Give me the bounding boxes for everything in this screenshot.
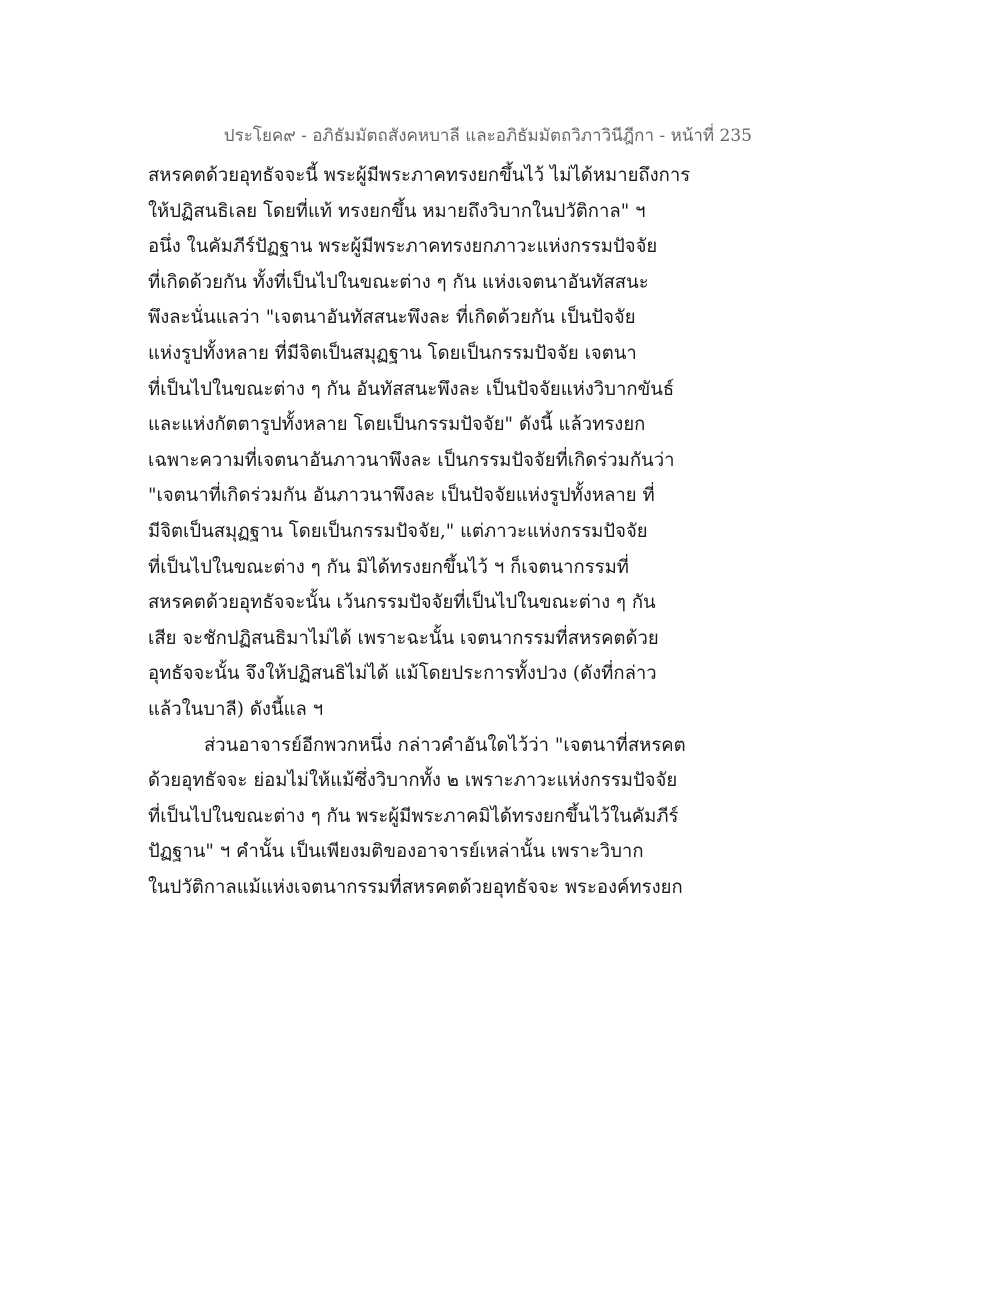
text-line: แห่งรูปทั้งหลาย ที่มีจิตเป็นสมุฏฐาน โดยเป็นกรรมปัจจัย เจตนา bbox=[148, 342, 637, 364]
text-line: อุทธัจจะนั้น จึงให้ปฏิสนธิไม่ได้ แม้โดยประการทั้งปวง (ดังที่กล่าว bbox=[148, 663, 657, 685]
text-line: ในปวัติกาลแม้แห่งเจตนากรรมที่สหรคตด้วยอุทธัจจะ พระองค์ทรงยก bbox=[148, 876, 683, 898]
text-line: สหรคตด้วยอุทธัจจะนั้น เว้นกรรมปัจจัยที่เป็นไปในขณะต่าง ๆ กัน bbox=[148, 592, 656, 614]
text-line: ปัฏฐาน" ฯ คำนั้น เป็นเพียงมติของอาจารย์เหล่านั้น เพราะวิบาก bbox=[148, 841, 644, 863]
text-line: สหรคตด้วยอุทธัจจะนี้ พระผู้มีพระภาคทรงยกขึ้นไว้ ไม่ได้หมายถึงการ bbox=[148, 165, 691, 186]
text-line: พึงละนั่นแลว่า "เจตนาอันทัสสนะพึงละ ที่เกิดด้วยกัน เป็นปัจจัย bbox=[148, 307, 636, 329]
text-line: แล้วในบาลี) ดังนี้แล ฯ bbox=[148, 698, 324, 720]
text-line: มีจิตเป็นสมุฏฐาน โดยเป็นกรรมปัจจัย," แต่ภาวะแห่งกรรมปัจจัย bbox=[148, 520, 648, 542]
text-line: เสีย จะชักปฏิสนธิมาไม่ได้ เพราะฉะนั้น เจตนากรรมที่สหรคตด้วย bbox=[148, 627, 659, 649]
text-line-indented: ส่วนอาจารย์อีกพวกหนึ่ง กล่าวคำอันใดไว้ว่า "เจตนาที่สหรคต bbox=[204, 734, 686, 756]
text-line: เฉพาะความที่เจตนาอันภาวนาพึงละ เป็นกรรมปัจจัยที่เกิดร่วมกันว่า bbox=[148, 449, 675, 471]
text-line: ที่เป็นไปในขณะต่าง ๆ กัน อันทัสสนะพึงละ เป็นปัจจัยแห่งวิบากขันธ์ bbox=[148, 378, 675, 400]
text-line: ให้ปฏิสนธิเลย โดยที่แท้ ทรงยกขึ้น หมายถึงวิบากในปวัติกาล" ฯ bbox=[148, 200, 646, 222]
text-line: และแห่งกัตตารูปทั้งหลาย โดยเป็นกรรมปัจจัย" ดังนี้ แล้วทรงยก bbox=[148, 414, 646, 436]
body-text bbox=[148, 158, 748, 905]
text-line: ที่เกิดด้วยกัน ทั้งที่เป็นไปในขณะต่าง ๆ กัน แห่งเจตนาอันทัสสนะ bbox=[148, 271, 649, 293]
text-line: อนึ่ง ในคัมภีร์ปัฏฐาน พระผู้มีพระภาคทรงยกภาวะแห่งกรรมปัจจัย bbox=[148, 236, 658, 258]
text-line: ที่เป็นไปในขณะต่าง ๆ กัน มิได้ทรงยกขึ้นไว้ ฯ ก็เจตนากรรมที่ bbox=[148, 556, 629, 578]
text-line: ที่เป็นไปในขณะต่าง ๆ กัน พระผู้มีพระภาคมิได้ทรงยกขึ้นไว้ในคัมภีร์ bbox=[148, 805, 679, 827]
text-line: ด้วยอุทธัจจะ ย่อมไม่ให้แม้ซึ่งวิบากทั้ง ๒ เพราะภาวะแห่งกรรมปัจจัย bbox=[148, 770, 678, 792]
text-line: "เจตนาที่เกิดร่วมกัน อันภาวนาพึงละ เป็นปัจจัยแห่งรูปทั้งหลาย ที่ bbox=[148, 485, 655, 507]
running-header: ประโยค๙ - อภิธัมมัตถสังคหบาลี และอภิธัมมัตถวิภาวินีฎีกา - หน้าที่ 235 bbox=[223, 126, 752, 146]
